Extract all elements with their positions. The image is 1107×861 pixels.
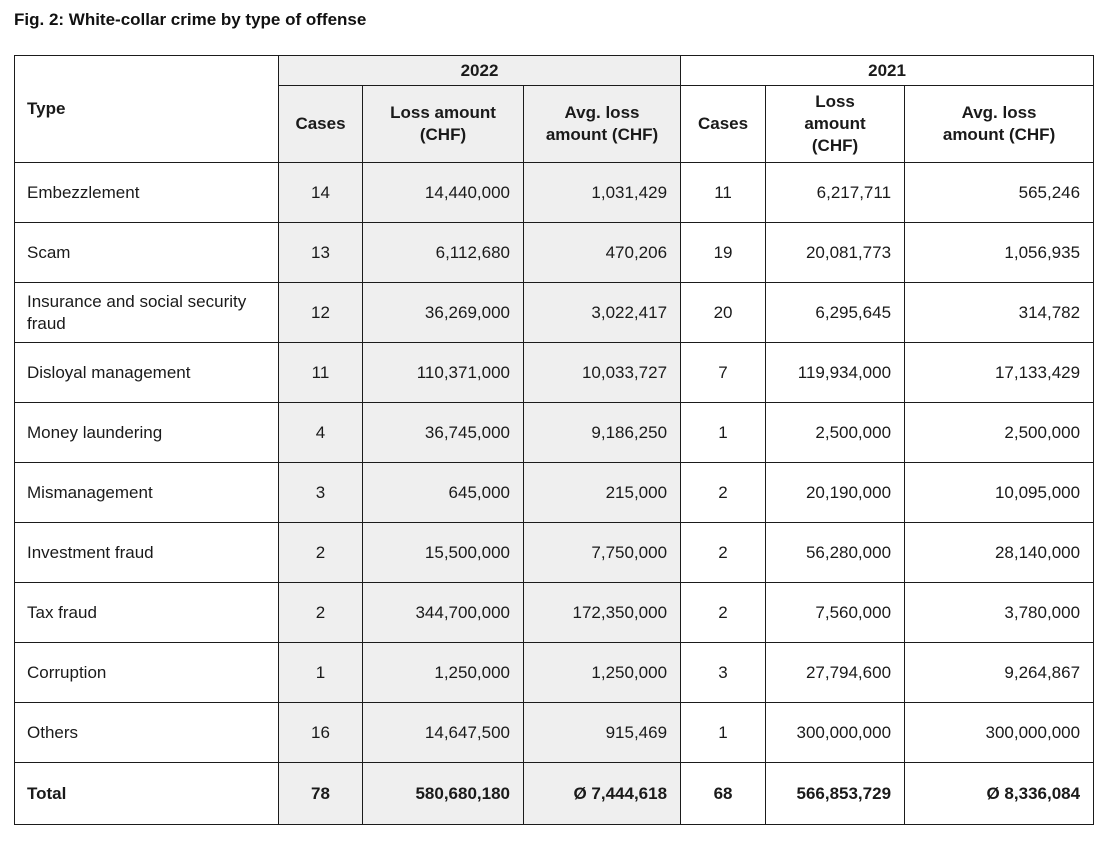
cell-2022-avg-loss: 470,206	[524, 223, 681, 283]
cell-2022-avg-loss: 7,750,000	[524, 523, 681, 583]
cell-2021-loss: 27,794,600	[766, 643, 905, 703]
cell-type: Investment fraud	[15, 523, 279, 583]
column-header-2022-loss: Loss amount (CHF)	[363, 86, 524, 163]
cell-2022-cases: 3	[279, 463, 363, 523]
white-collar-crime-table	[14, 55, 1094, 825]
cell-2022-avg-loss: 3,022,417	[524, 283, 681, 343]
cell-2022-cases: 14	[279, 163, 363, 223]
cell-2022-loss: 14,647,500	[363, 703, 524, 763]
figure-title: Fig. 2: White-collar crime by type of offense	[14, 10, 367, 29]
cell-total-2022-cases: 78	[279, 763, 363, 825]
cell-2021-avg-loss: 565,246	[905, 163, 1094, 223]
cell-2021-cases: 1	[681, 703, 766, 763]
cell-type: Corruption	[15, 643, 279, 703]
cell-2021-cases: 2	[681, 583, 766, 643]
table-row	[15, 403, 1094, 463]
cell-2021-cases: 20	[681, 283, 766, 343]
cell-2021-avg-loss: 3,780,000	[905, 583, 1094, 643]
table-row	[15, 583, 1094, 643]
cell-2021-loss: 6,295,645	[766, 283, 905, 343]
cell-2022-avg-loss: 915,469	[524, 703, 681, 763]
table-row	[15, 703, 1094, 763]
cell-2022-avg-loss: 9,186,250	[524, 403, 681, 463]
cell-2021-loss: 20,081,773	[766, 223, 905, 283]
cell-2021-loss: 2,500,000	[766, 403, 905, 463]
cell-2022-loss: 1,250,000	[363, 643, 524, 703]
column-header-2022-cases: Cases	[279, 86, 363, 163]
cell-2022-loss: 6,112,680	[363, 223, 524, 283]
cell-2022-loss: 15,500,000	[363, 523, 524, 583]
cell-2021-avg-loss: 17,133,429	[905, 343, 1094, 403]
cell-2022-avg-loss: 172,350,000	[524, 583, 681, 643]
cell-2022-cases: 2	[279, 583, 363, 643]
cell-2022-cases: 13	[279, 223, 363, 283]
cell-2021-avg-loss: 28,140,000	[905, 523, 1094, 583]
cell-2021-loss: 20,190,000	[766, 463, 905, 523]
table-row	[15, 463, 1094, 523]
cell-2022-avg-loss: 10,033,727	[524, 343, 681, 403]
cell-2022-loss: 344,700,000	[363, 583, 524, 643]
cell-2022-cases: 11	[279, 343, 363, 403]
table-row	[15, 223, 1094, 283]
column-header-type: Type	[15, 56, 279, 163]
cell-2021-cases: 11	[681, 163, 766, 223]
cell-2021-cases: 7	[681, 343, 766, 403]
column-group-2021: 2021	[681, 56, 1094, 86]
cell-2021-loss: 6,217,711	[766, 163, 905, 223]
cell-2022-cases: 2	[279, 523, 363, 583]
column-header-2021-avg-loss: Avg. loss amount (CHF)	[905, 86, 1094, 163]
cell-type: Others	[15, 703, 279, 763]
cell-2022-loss: 645,000	[363, 463, 524, 523]
cell-2021-cases: 1	[681, 403, 766, 463]
cell-2021-loss: 7,560,000	[766, 583, 905, 643]
cell-2022-cases: 12	[279, 283, 363, 343]
cell-2021-cases: 19	[681, 223, 766, 283]
cell-2021-avg-loss: 1,056,935	[905, 223, 1094, 283]
cell-2022-cases: 16	[279, 703, 363, 763]
cell-2022-cases: 4	[279, 403, 363, 463]
table-row	[15, 343, 1094, 403]
cell-2021-avg-loss: 9,264,867	[905, 643, 1094, 703]
cell-type: Insurance and social security fraud	[15, 283, 279, 343]
cell-total-2022-avg-loss: Ø 7,444,618	[524, 763, 681, 825]
cell-type: Disloyal management	[15, 343, 279, 403]
cell-total-2021-avg-loss: Ø 8,336,084	[905, 763, 1094, 825]
cell-2022-cases: 1	[279, 643, 363, 703]
cell-2022-loss: 110,371,000	[363, 343, 524, 403]
column-group-2022: 2022	[279, 56, 681, 86]
cell-2021-loss: 56,280,000	[766, 523, 905, 583]
cell-2021-avg-loss: 314,782	[905, 283, 1094, 343]
cell-2022-loss: 36,269,000	[363, 283, 524, 343]
cell-2022-loss: 36,745,000	[363, 403, 524, 463]
cell-2022-avg-loss: 1,250,000	[524, 643, 681, 703]
cell-total-2021-loss: 566,853,729	[766, 763, 905, 825]
header-year-row	[15, 56, 1094, 86]
table-row	[15, 523, 1094, 583]
cell-total-label: Total	[15, 763, 279, 825]
cell-2021-cases: 3	[681, 643, 766, 703]
cell-2021-cases: 2	[681, 523, 766, 583]
cell-2021-avg-loss: 2,500,000	[905, 403, 1094, 463]
table-total-row	[15, 763, 1094, 825]
table-row	[15, 643, 1094, 703]
cell-type: Tax fraud	[15, 583, 279, 643]
cell-2021-avg-loss: 10,095,000	[905, 463, 1094, 523]
column-header-2021-cases: Cases	[681, 86, 766, 163]
column-header-2021-loss: Loss amount (CHF)	[766, 86, 905, 163]
table-row	[15, 163, 1094, 223]
cell-2021-loss: 300,000,000	[766, 703, 905, 763]
cell-total-2022-loss: 580,680,180	[363, 763, 524, 825]
cell-2021-cases: 2	[681, 463, 766, 523]
table-row	[15, 283, 1094, 343]
cell-type: Scam	[15, 223, 279, 283]
cell-type: Money laundering	[15, 403, 279, 463]
cell-2022-avg-loss: 215,000	[524, 463, 681, 523]
column-header-2022-avg-loss: Avg. loss amount (CHF)	[524, 86, 681, 163]
cell-type: Embezzlement	[15, 163, 279, 223]
cell-total-2021-cases: 68	[681, 763, 766, 825]
cell-2021-loss: 119,934,000	[766, 343, 905, 403]
cell-2022-avg-loss: 1,031,429	[524, 163, 681, 223]
cell-type: Mismanagement	[15, 463, 279, 523]
cell-2022-loss: 14,440,000	[363, 163, 524, 223]
cell-2021-avg-loss: 300,000,000	[905, 703, 1094, 763]
